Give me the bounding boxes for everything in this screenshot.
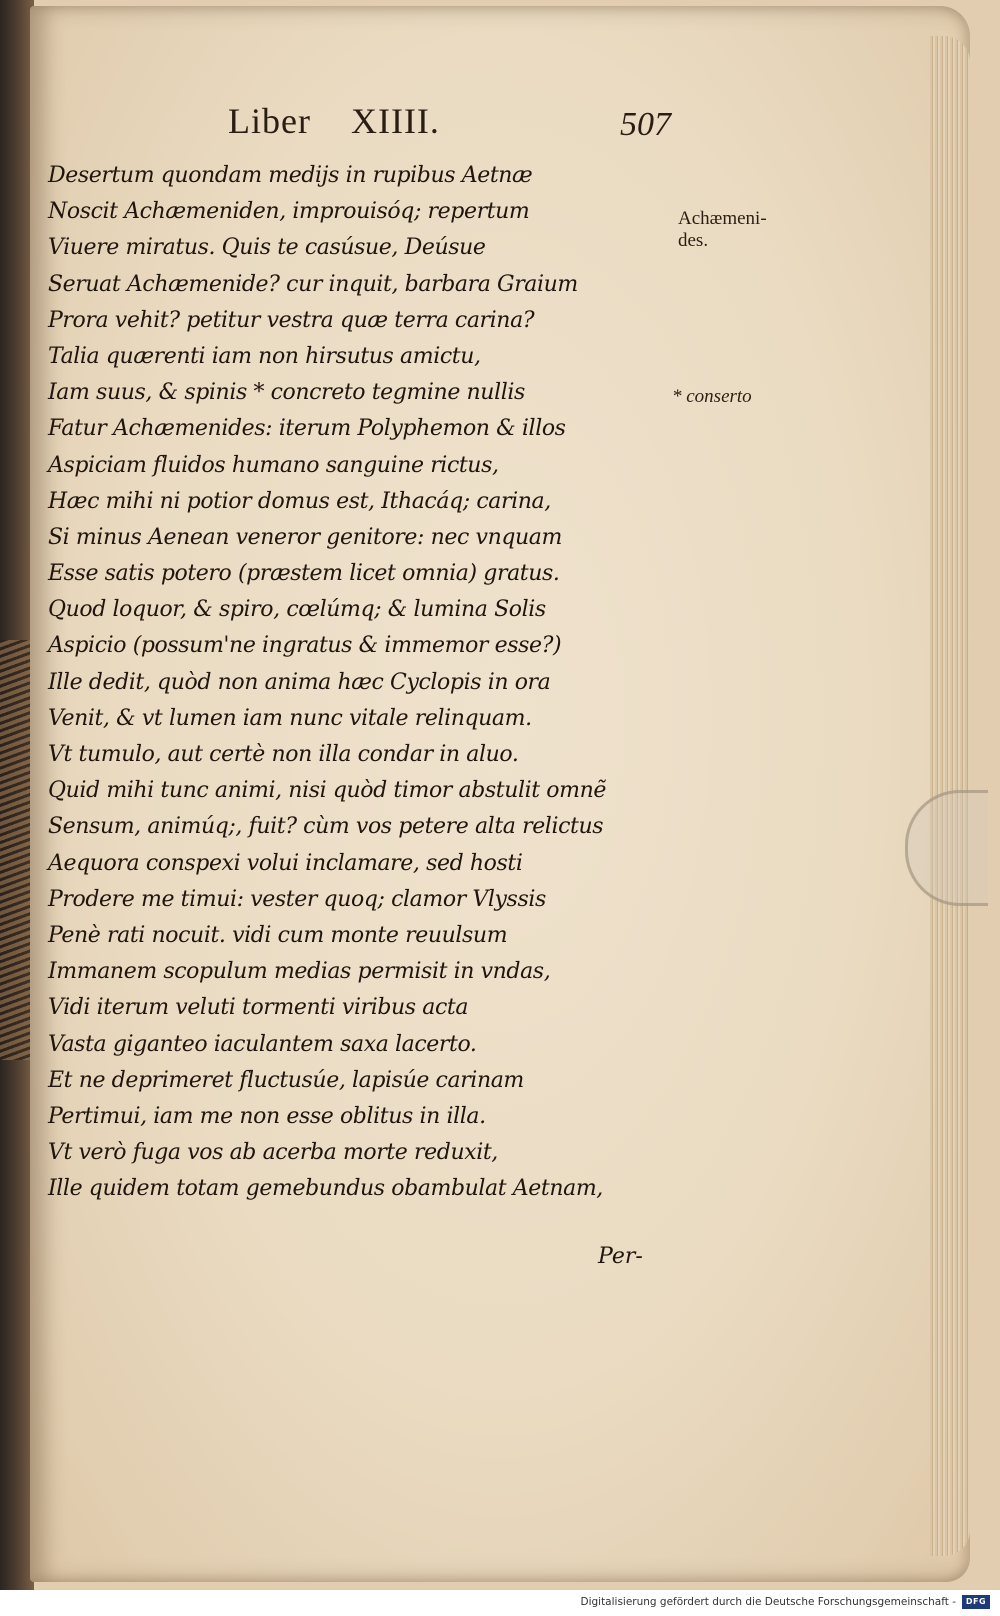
funding-credit: Digitalisierung gefördert durch die Deutsche Forschungsgemeinschaft - xyxy=(580,1596,956,1608)
verse-line: Viuere miratus. Quis te casúsue, Deúsue xyxy=(48,235,486,261)
verse-line: Ille dedit, quòd non anima hæc Cyclopis in ora xyxy=(48,669,551,695)
marginal-note-conserto: * conserto xyxy=(672,386,752,407)
verse-line: Et ne deprimeret fluctusúe, lapisúe carinam xyxy=(48,1067,524,1093)
verse-line: Penè rati nocuit. vidi cum monte reuulsum xyxy=(48,922,508,948)
page-number: 507 xyxy=(620,106,671,143)
running-head-book: Liber xyxy=(228,101,311,141)
verse-line: Esse satis potero (præstem licet omnia) gratus. xyxy=(48,561,560,587)
verse-line: Desertum quondam medijs in rupibus Aetnæ xyxy=(48,163,533,188)
digitization-footer xyxy=(0,1590,1000,1616)
verse-line: Ille quidem totam gemebundus obambulat Aetnam, xyxy=(48,1176,603,1202)
catchword: Per- xyxy=(598,1244,643,1269)
marginal-note-line: Achæmeni- xyxy=(678,208,767,229)
verse-line: Sensum, animúq;, fuit? cùm vos petere alta relictus xyxy=(48,814,604,840)
marginal-note-achaemenides xyxy=(678,208,818,252)
verse-line: Pertimui, iam me non esse oblitus in illa. xyxy=(48,1103,486,1129)
verse-line: Vasta giganteo iaculantem saxa lacerto. xyxy=(48,1031,477,1057)
verse-line: Vt tumulo, aut certè non illa condar in aluo. xyxy=(48,742,519,767)
marginal-note-line: des. xyxy=(678,230,709,251)
verse-line: Venit, & vt lumen iam nunc vitale relinquam. xyxy=(48,705,532,731)
running-head xyxy=(228,100,480,142)
facing-page-ornament xyxy=(0,640,34,1060)
verse-line: Quid mihi tunc animi, nisi quòd timor abstulit omnẽ xyxy=(48,778,607,804)
verse-line: Iam suus, & spinis * concreto tegmine nullis xyxy=(48,380,525,406)
running-head-number: XIIII. xyxy=(350,101,440,141)
verse-line: Talia quærenti iam non hirsutus amictu, xyxy=(48,343,481,369)
verse-line: Vidi iterum veluti tormenti viribus acta xyxy=(48,995,469,1021)
verse-line: Aspicio (possum'ne ingratus & immemor esse?) xyxy=(48,633,562,659)
verse-line: Seruat Achæmenide? cur inquit, barbara Graium xyxy=(48,271,578,297)
verse-line: Prodere me timui: vester quoq; clamor Vlyssis xyxy=(48,886,546,912)
verse-line: Aspiciam fluidos humano sanguine rictus, xyxy=(48,452,499,478)
verse-block xyxy=(48,158,688,1207)
verse-line: Aequora conspexi volui inclamare, sed hosti xyxy=(48,850,523,876)
verse-line: Si minus Aenean veneror genitore: nec vnquam xyxy=(48,524,562,550)
verse-line: Vt verò fuga vos ab acerba morte reduxit, xyxy=(48,1140,498,1166)
dfg-logo: DFG xyxy=(962,1595,990,1609)
verse-line: Immanem scopulum medias permisit in vndas, xyxy=(48,959,551,985)
verse-line: Noscit Achæmeniden, improuisóq; repertum xyxy=(48,199,530,225)
verse-line: Hæc mihi ni potior domus est, Ithacáq; carina, xyxy=(48,488,551,514)
verse-line: Fatur Achæmenides: iterum Polyphemon & illos xyxy=(48,416,566,442)
verse-line: Prora vehit? petitur vestra quæ terra carina? xyxy=(48,307,535,333)
verse-line: Quod loquor, & spiro, cœlúmq; & lumina Solis xyxy=(48,597,546,623)
